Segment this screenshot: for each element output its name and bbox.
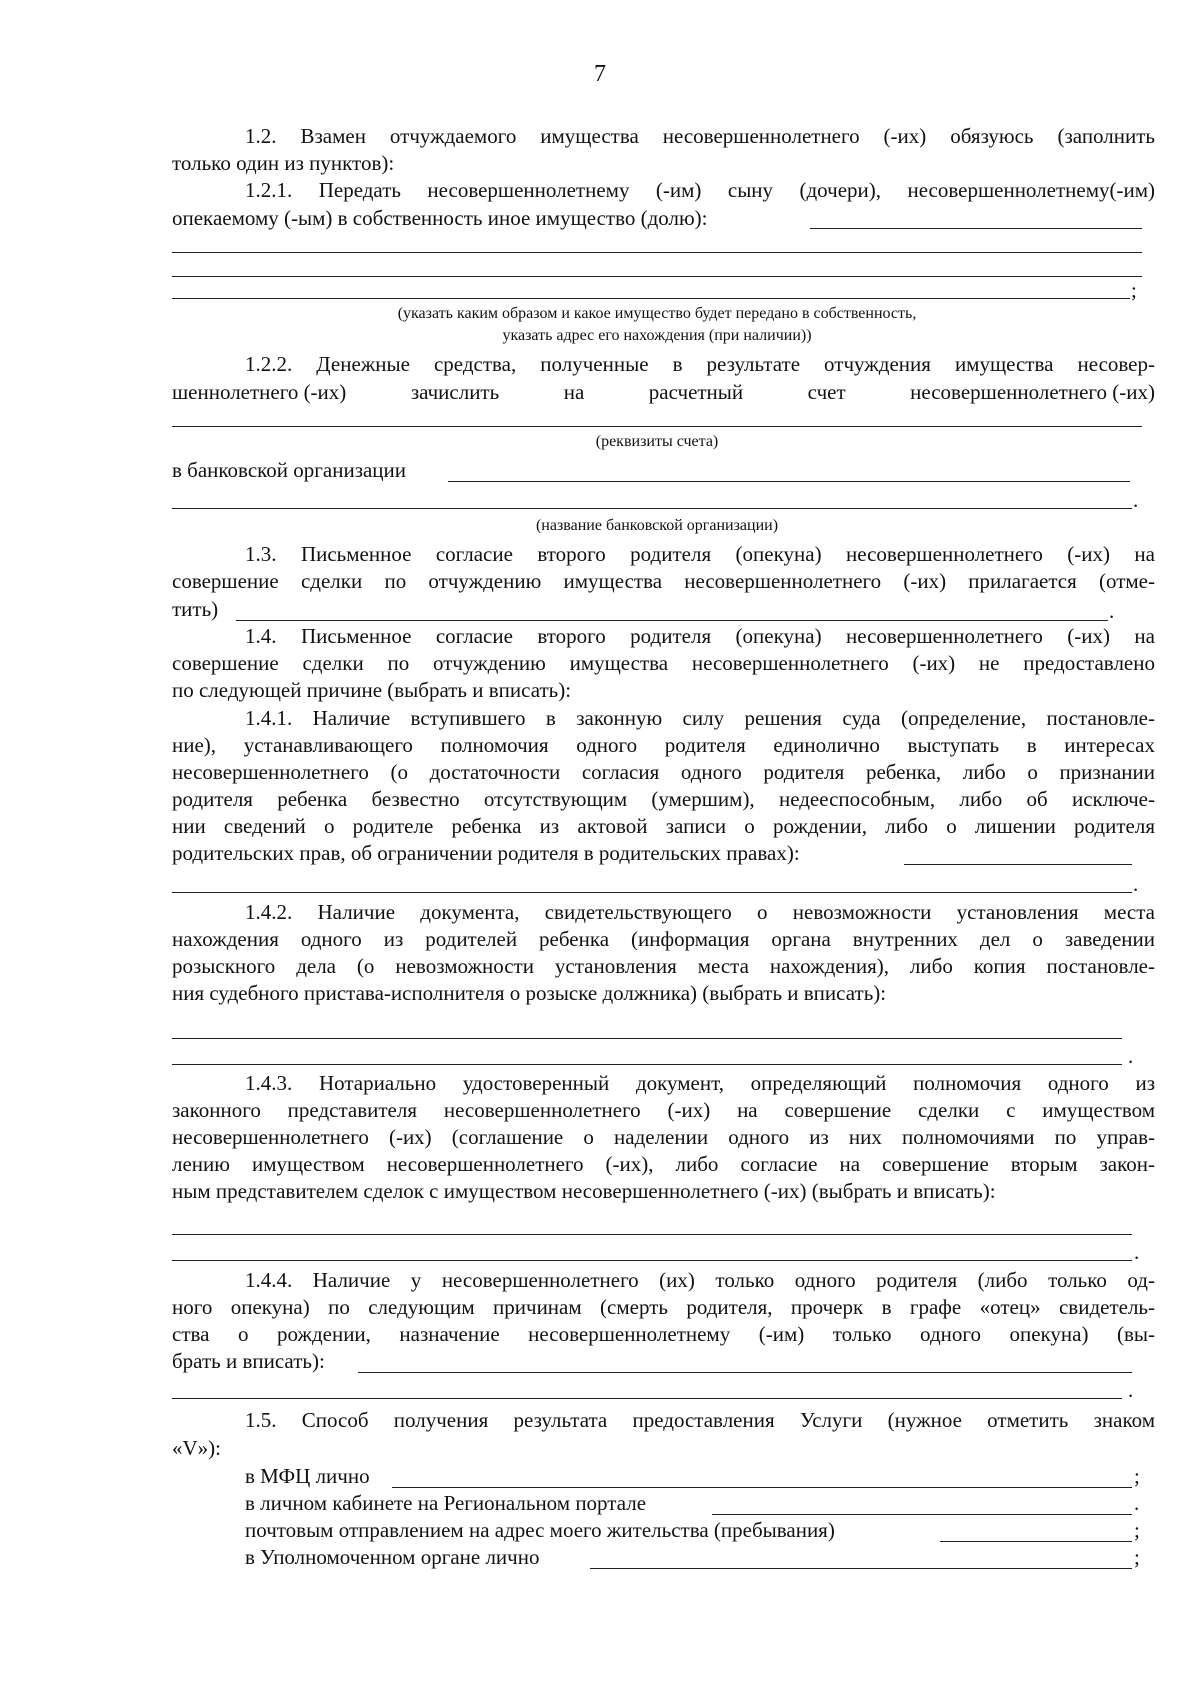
fill-line[interactable] — [236, 620, 1108, 621]
end-mark: . — [1109, 599, 1115, 623]
fill-line[interactable] — [172, 1260, 1132, 1261]
s1-4-4-line1: 1.4.4. Наличие у несовершеннолетнего (их) только одного родителя (либо только од- — [245, 1268, 1155, 1292]
s1-4-2-line4: ния судебного пристава-исполнителя о розыске должника) (выбрать и вписать): — [172, 981, 887, 1005]
end-mark: . — [1128, 1378, 1134, 1402]
delivery-option-label: в личном кабинете на Региональном портале — [245, 1491, 647, 1515]
word: шеннолетнего (-их) — [172, 380, 347, 404]
end-mark: . — [1128, 1044, 1134, 1068]
s1-4-3-line1: 1.4.3. Нотариально удостоверенный документ, определяющий полномочия одного из — [245, 1071, 1155, 1095]
end-mark: ; — [1134, 1518, 1140, 1542]
s1-4-4-line2: ного опекуна) по следующим причинам (смерть родителя, прочерк в графе «отец» свидетель- — [172, 1295, 1155, 1319]
s1-4-1-line4: родителя ребенка безвестно отсутствующим (умершим), недееспособным, либо об исключе- — [172, 787, 1155, 811]
end-mark: . — [1133, 872, 1139, 896]
hint: указать адрес его нахождения (при наличии)) — [502, 327, 812, 344]
s1-5-line2: «V»): — [172, 1436, 221, 1460]
word: зачислить — [410, 380, 500, 404]
delivery-option-field[interactable] — [940, 1541, 1132, 1542]
delivery-option-label: в Уполномоченном органе лично — [245, 1545, 540, 1569]
delivery-option-field[interactable] — [392, 1487, 1132, 1488]
word: расчетный — [648, 380, 744, 404]
s1-4-line2: совершение сделки по отчуждению имущества несовершеннолетнего (-их) не предоставлено — [172, 651, 1155, 675]
s1-2-2-line1: 1.2.2. Денежные средства, полученные в результате отчуждения имущества несовер- — [245, 352, 1155, 376]
word: счет — [807, 380, 846, 404]
fill-line[interactable] — [172, 1234, 1132, 1235]
s1-4-1-line5: нии сведений о родителе ребенка из актовой записи о рождении, либо о лишении родителя — [172, 814, 1155, 838]
s1-2-line2: только один из пунктов): — [172, 151, 395, 175]
s1-4-3-line2: законного представителя несовершеннолетнего (-их) на совершение сделки с имуществом — [172, 1098, 1155, 1122]
s1-2-1-line1: 1.2.1. Передать несовершеннолетнему (-им) сыну (дочери), несовершеннолетнему(-им) — [245, 178, 1155, 202]
s1-2-1-line2: опекаемому (-ым) в собственность иное имущество (долю): — [172, 206, 708, 230]
s1-4-2-line3: розыскного дела (о невозможности установления места нахождения), либо копия постановле- — [172, 954, 1155, 978]
s1-4-1-line2: ние), устанавливающего полномочия одного родителя единолично выступать в интересах — [172, 733, 1155, 757]
s1-3-line1: 1.3. Письменное согласие второго родителя (опекуна) несовершеннолетнего (-их) на — [245, 542, 1155, 566]
fill-line[interactable] — [172, 1038, 1122, 1039]
s1-4-4-line4: брать и вписать): — [172, 1349, 325, 1373]
fill-line[interactable] — [172, 276, 1142, 277]
fill-line[interactable] — [172, 1398, 1122, 1399]
end-mark: . — [1134, 1240, 1140, 1264]
end-mark: ; — [1134, 1545, 1140, 1569]
word: несовершеннолетнего (-их) — [910, 380, 1155, 404]
end-mark: ; — [1134, 1464, 1140, 1488]
delivery-option-label: в МФЦ лично — [245, 1464, 370, 1488]
end-mark: . — [1134, 1491, 1140, 1515]
word: на — [563, 380, 585, 404]
s1-4-2-line2: нахождения одного из родителей ребенка (информация органа внутренних дел о заведении — [172, 927, 1155, 951]
fill-line[interactable] — [172, 1064, 1122, 1065]
s1-3-line3: тить) — [172, 597, 219, 621]
s1-3-line2: совершение сделки по отчуждению имущества несовершеннолетнего (-их) прилагается (отме- — [172, 569, 1155, 593]
hint: (указать каким образом и какое имущество будет передано в собственность, — [397, 305, 917, 322]
fill-line[interactable] — [172, 508, 1132, 509]
s1-2-line1: 1.2. Взамен отчуждаемого имущества несовершеннолетнего (-их) обязуюсь (заполнить — [245, 124, 1155, 148]
s1-5-line1: 1.5. Способ получения результата предоставления Услуги (нужное отметить знаком — [245, 1408, 1155, 1432]
fill-line[interactable] — [904, 864, 1132, 865]
delivery-option-field[interactable] — [712, 1514, 1132, 1515]
s1-4-3-line5: ным представителем сделок с имуществом несовершеннолетнего (-их) (выбрать и вписать): — [172, 1179, 996, 1203]
delivery-option-label: почтовым отправлением на адрес моего жительства (пребывания) — [245, 1518, 835, 1542]
s1-4-3-line3: несовершеннолетнего (-их) (соглашение о наделении одного из них полномочиями по управ- — [172, 1125, 1155, 1149]
s1-4-1-line6: родительских прав, об ограничении родителя в родительских правах): — [172, 841, 800, 865]
fill-line[interactable] — [172, 252, 1142, 253]
s1-4-1-line3: несовершеннолетнего (о достаточности согласия одного родителя ребенка, либо о признании — [172, 760, 1155, 784]
end-mark: ; — [1131, 278, 1137, 302]
hint: (название банковской организации) — [535, 517, 779, 534]
fill-line[interactable] — [172, 298, 1130, 299]
bank-label: в банковской организации — [172, 458, 407, 482]
fill-line[interactable] — [448, 481, 1130, 482]
s1-4-2-line1: 1.4.2. Наличие документа, свидетельствующего о невозможности установления места — [245, 900, 1155, 924]
end-mark: . — [1133, 488, 1139, 512]
hint: (реквизиты счета) — [595, 433, 719, 450]
delivery-option-field[interactable] — [590, 1568, 1132, 1569]
page-number: 7 — [594, 61, 606, 87]
fill-line[interactable] — [172, 892, 1132, 893]
fill-line[interactable] — [358, 1372, 1132, 1373]
s1-4-4-line3: ства о рождении, назначение несовершеннолетнему (-им) только одного опекуна) (вы- — [172, 1322, 1155, 1346]
s1-4-line1: 1.4. Письменное согласие второго родителя (опекуна) несовершеннолетнего (-их) на — [245, 624, 1155, 648]
s1-4-line3: по следующей причине (выбрать и вписать): — [172, 678, 572, 702]
s1-4-3-line4: лению имуществом несовершеннолетнего (-их), либо согласие на совершение вторым закон- — [172, 1152, 1155, 1176]
fill-line[interactable] — [172, 426, 1142, 427]
s1-2-2-line2 — [172, 380, 1155, 404]
s1-4-1-line1: 1.4.1. Наличие вступившего в законную силу решения суда (определение, постановле- — [245, 706, 1155, 730]
fill-line[interactable] — [810, 228, 1142, 229]
